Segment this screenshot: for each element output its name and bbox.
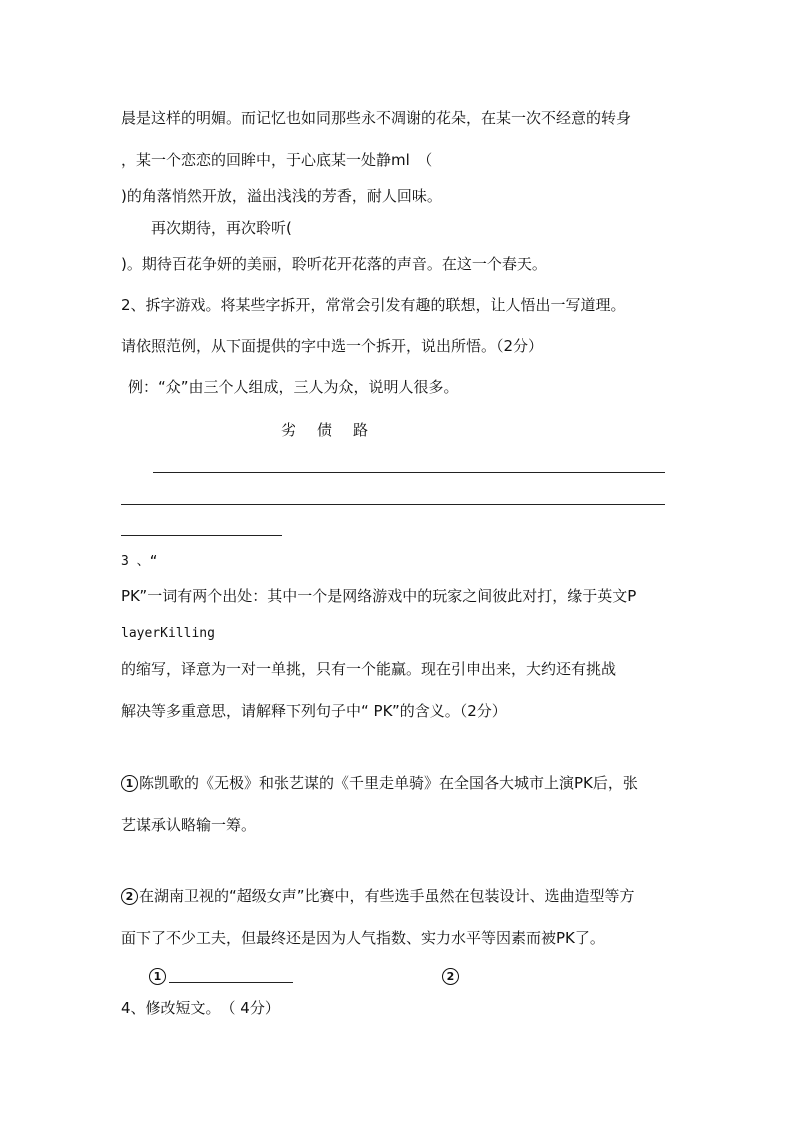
q3-item-1-line-1 [121, 773, 638, 793]
answer-line[interactable] [153, 472, 665, 473]
passage-line-1: 晨是这样的明媚。而记忆也如同那些永不凋谢的花朵，在某一次不经意的转身 [121, 109, 632, 127]
q3-prompt-line-2: layerKilling [121, 626, 215, 641]
circled-number-icon: 1 [149, 968, 166, 985]
q3-prompt-line-4: 解决等多重意思，请解释下列句子中“ PK”的含义。（2分） [121, 702, 507, 720]
passage-line-3: )的角落悄然开放，溢出浅浅的芳香，耐人回味。 [121, 187, 442, 205]
passage-line-4: 再次期待，再次聆听( [151, 219, 292, 237]
char-option: 债 [317, 421, 333, 439]
char-option: 路 [353, 421, 369, 439]
q3-prompt-line-1: PK”一词有两个出处：其中一个是网络游戏中的玩家之间彼此对打，缘于英文P [121, 587, 637, 605]
q3-item-1-line-2: 艺谋承认略输一筹。 [121, 816, 257, 834]
q2-prompt-line-2: 请依照范例，从下面提供的字中选一个拆开，说出所悟。（2分） [121, 337, 544, 355]
answer-line[interactable] [121, 535, 282, 536]
passage-line-5: )。期待百花争妍的美丽，聆听花开花落的声音。在这一个春天。 [121, 255, 547, 273]
q3-answer-2 [442, 966, 460, 986]
q3-item-2-line-1 [121, 886, 635, 906]
q2-prompt-line-1: 2、拆字游戏。将某些字拆开，常常会引发有趣的联想，让人悟出一写道理。 [121, 296, 626, 314]
answer-blank[interactable] [169, 968, 293, 983]
circled-number-icon: 1 [121, 775, 138, 792]
q3-number: 3 、“ [121, 554, 158, 569]
q3-item-1-text: 陈凯歌的《无极》和张艺谋的《千里走单骑》在全国各大城市上演PK后，张 [139, 774, 638, 792]
char-option: 劣 [281, 421, 297, 439]
q2-example: 例：“众”由三个人组成，三人为众，说明人很多。 [128, 378, 459, 396]
q4-prompt: 4、修改短文。 （ 4分） [121, 999, 280, 1017]
passage-line-2: ，某一个恋恋的回眸中，于心底某一处静ml （ [121, 151, 433, 169]
q3-prompt-line-3: 的缩写，译意为一对一单挑，只有一个能赢。现在引申出来，大约还有挑战 [121, 660, 617, 678]
q3-item-2-line-2: 面下了不少工夫，但最终还是因为人气指数、实力水平等因素而被PK了。 [121, 929, 605, 947]
q3-item-2-text: 在湖南卫视的“超级女声”比赛中，有些选手虽然在包装设计、选曲造型等方 [139, 887, 635, 905]
q3-answer-1 [149, 966, 293, 986]
circled-number-icon: 2 [442, 968, 459, 985]
circled-number-icon: 2 [121, 888, 138, 905]
answer-line[interactable] [121, 504, 665, 505]
